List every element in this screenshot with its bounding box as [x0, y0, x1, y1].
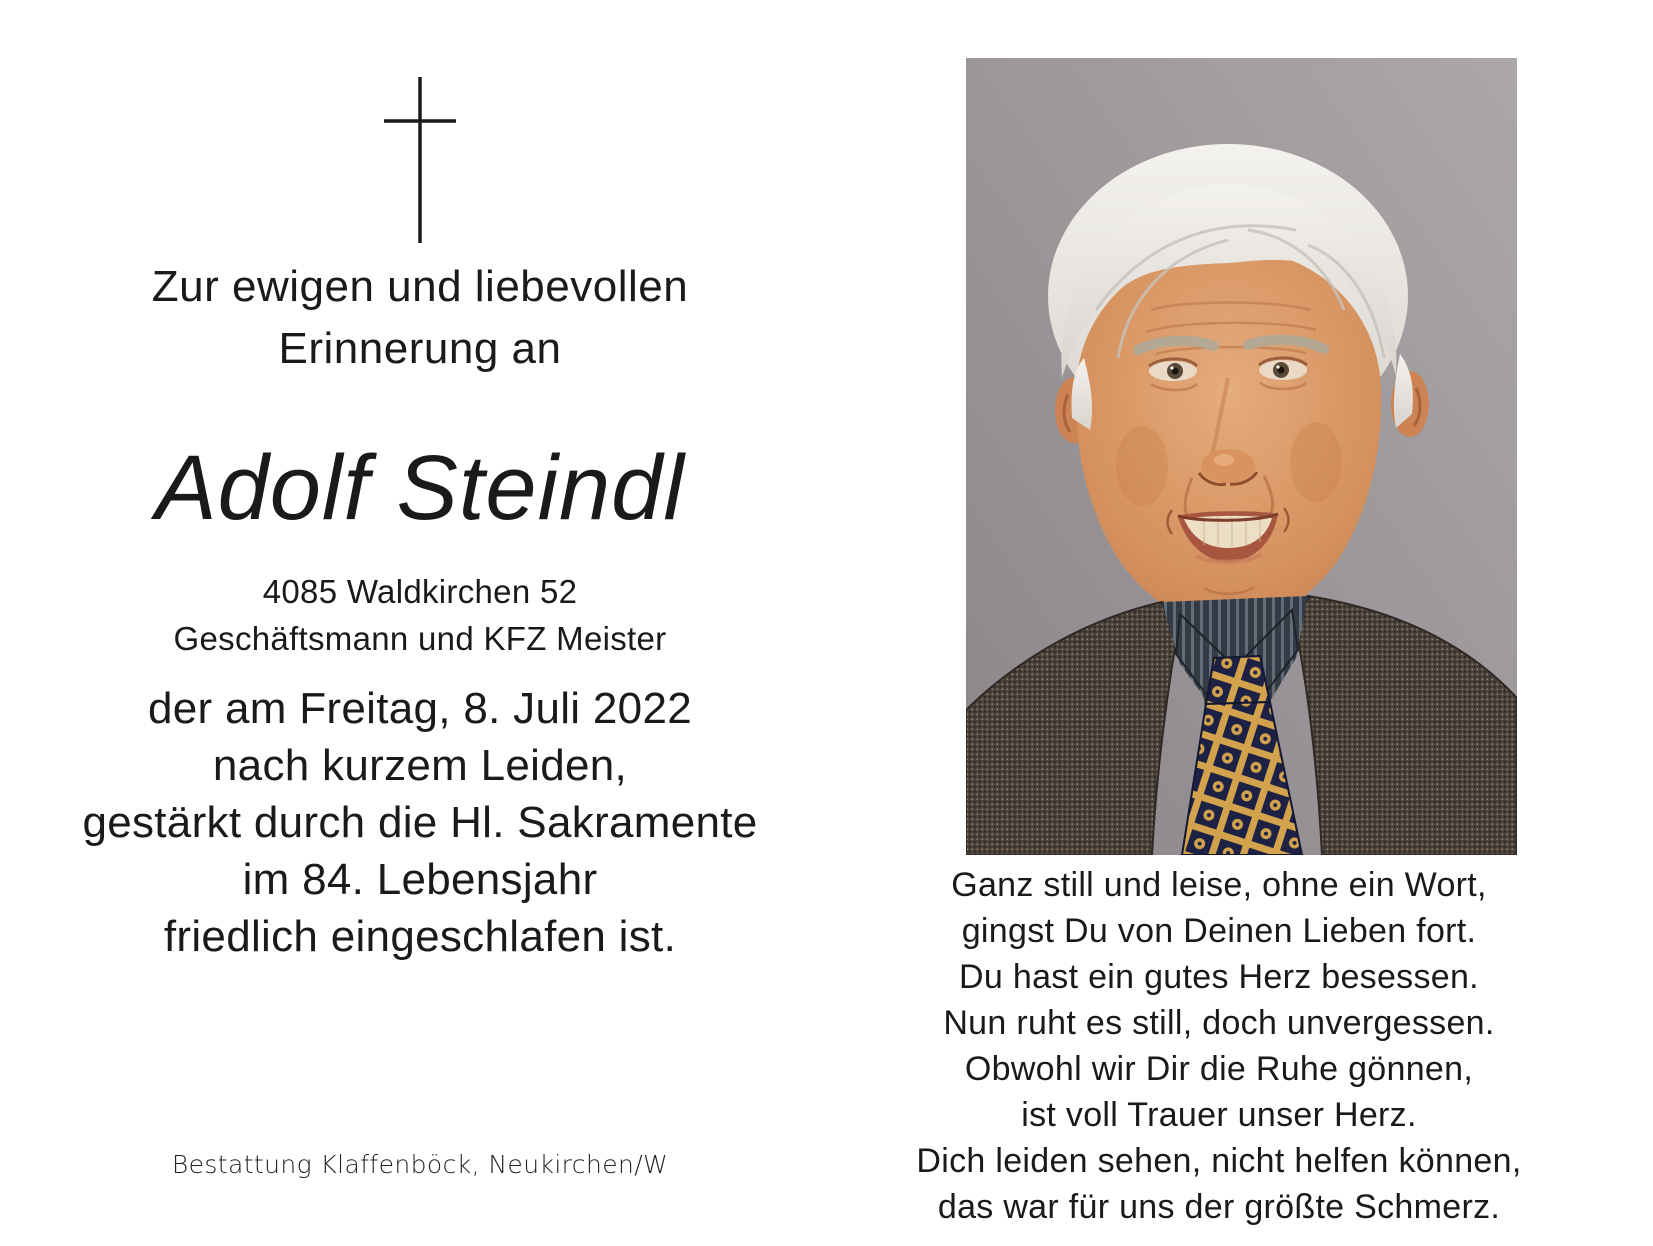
poem-line: gingst Du von Deinen Lieben fort. — [961, 912, 1477, 950]
poem-line: Nun ruht es still, doch unvergessen. — [943, 1004, 1495, 1042]
poem-line: Dich leiden sehen, nicht helfen können, — [916, 1142, 1522, 1180]
intro-line: Erinnerung an — [278, 324, 562, 373]
event-line: nach kurzem Leiden, — [212, 741, 628, 790]
poem-line: Ganz still und leise, ohne ein Wort, — [951, 866, 1487, 904]
profession: Geschäftsmann und KFZ Meister — [173, 620, 667, 657]
poem-line: ist voll Trauer unser Herz. — [1021, 1096, 1417, 1134]
event-line: gestärkt durch die Hl. Sakramente — [82, 798, 758, 847]
portrait-photo — [966, 58, 1517, 855]
poem-line: Obwohl wir Dir die Ruhe gönnen, — [964, 1050, 1474, 1088]
address: 4085 Waldkirchen 52 — [262, 573, 578, 610]
portrait-illustration — [966, 58, 1517, 855]
event-line: im 84. Lebensjahr — [242, 855, 598, 904]
funeral-home-credit: Bestattung Klaffenböck, Neukirchen/W — [171, 1150, 669, 1179]
event-line: friedlich eingeschlafen ist. — [163, 912, 677, 961]
deceased-name: Adolf Steindl — [155, 437, 685, 539]
poem-line: das war für uns der größte Schmerz. — [937, 1188, 1501, 1226]
poem-line: Du hast ein gutes Herz besessen. — [959, 958, 1479, 996]
event-line: der am Freitag, 8. Juli 2022 — [147, 684, 692, 733]
intro-line: Zur ewigen und liebevollen — [151, 262, 689, 311]
memorial-poem — [903, 862, 1535, 1230]
